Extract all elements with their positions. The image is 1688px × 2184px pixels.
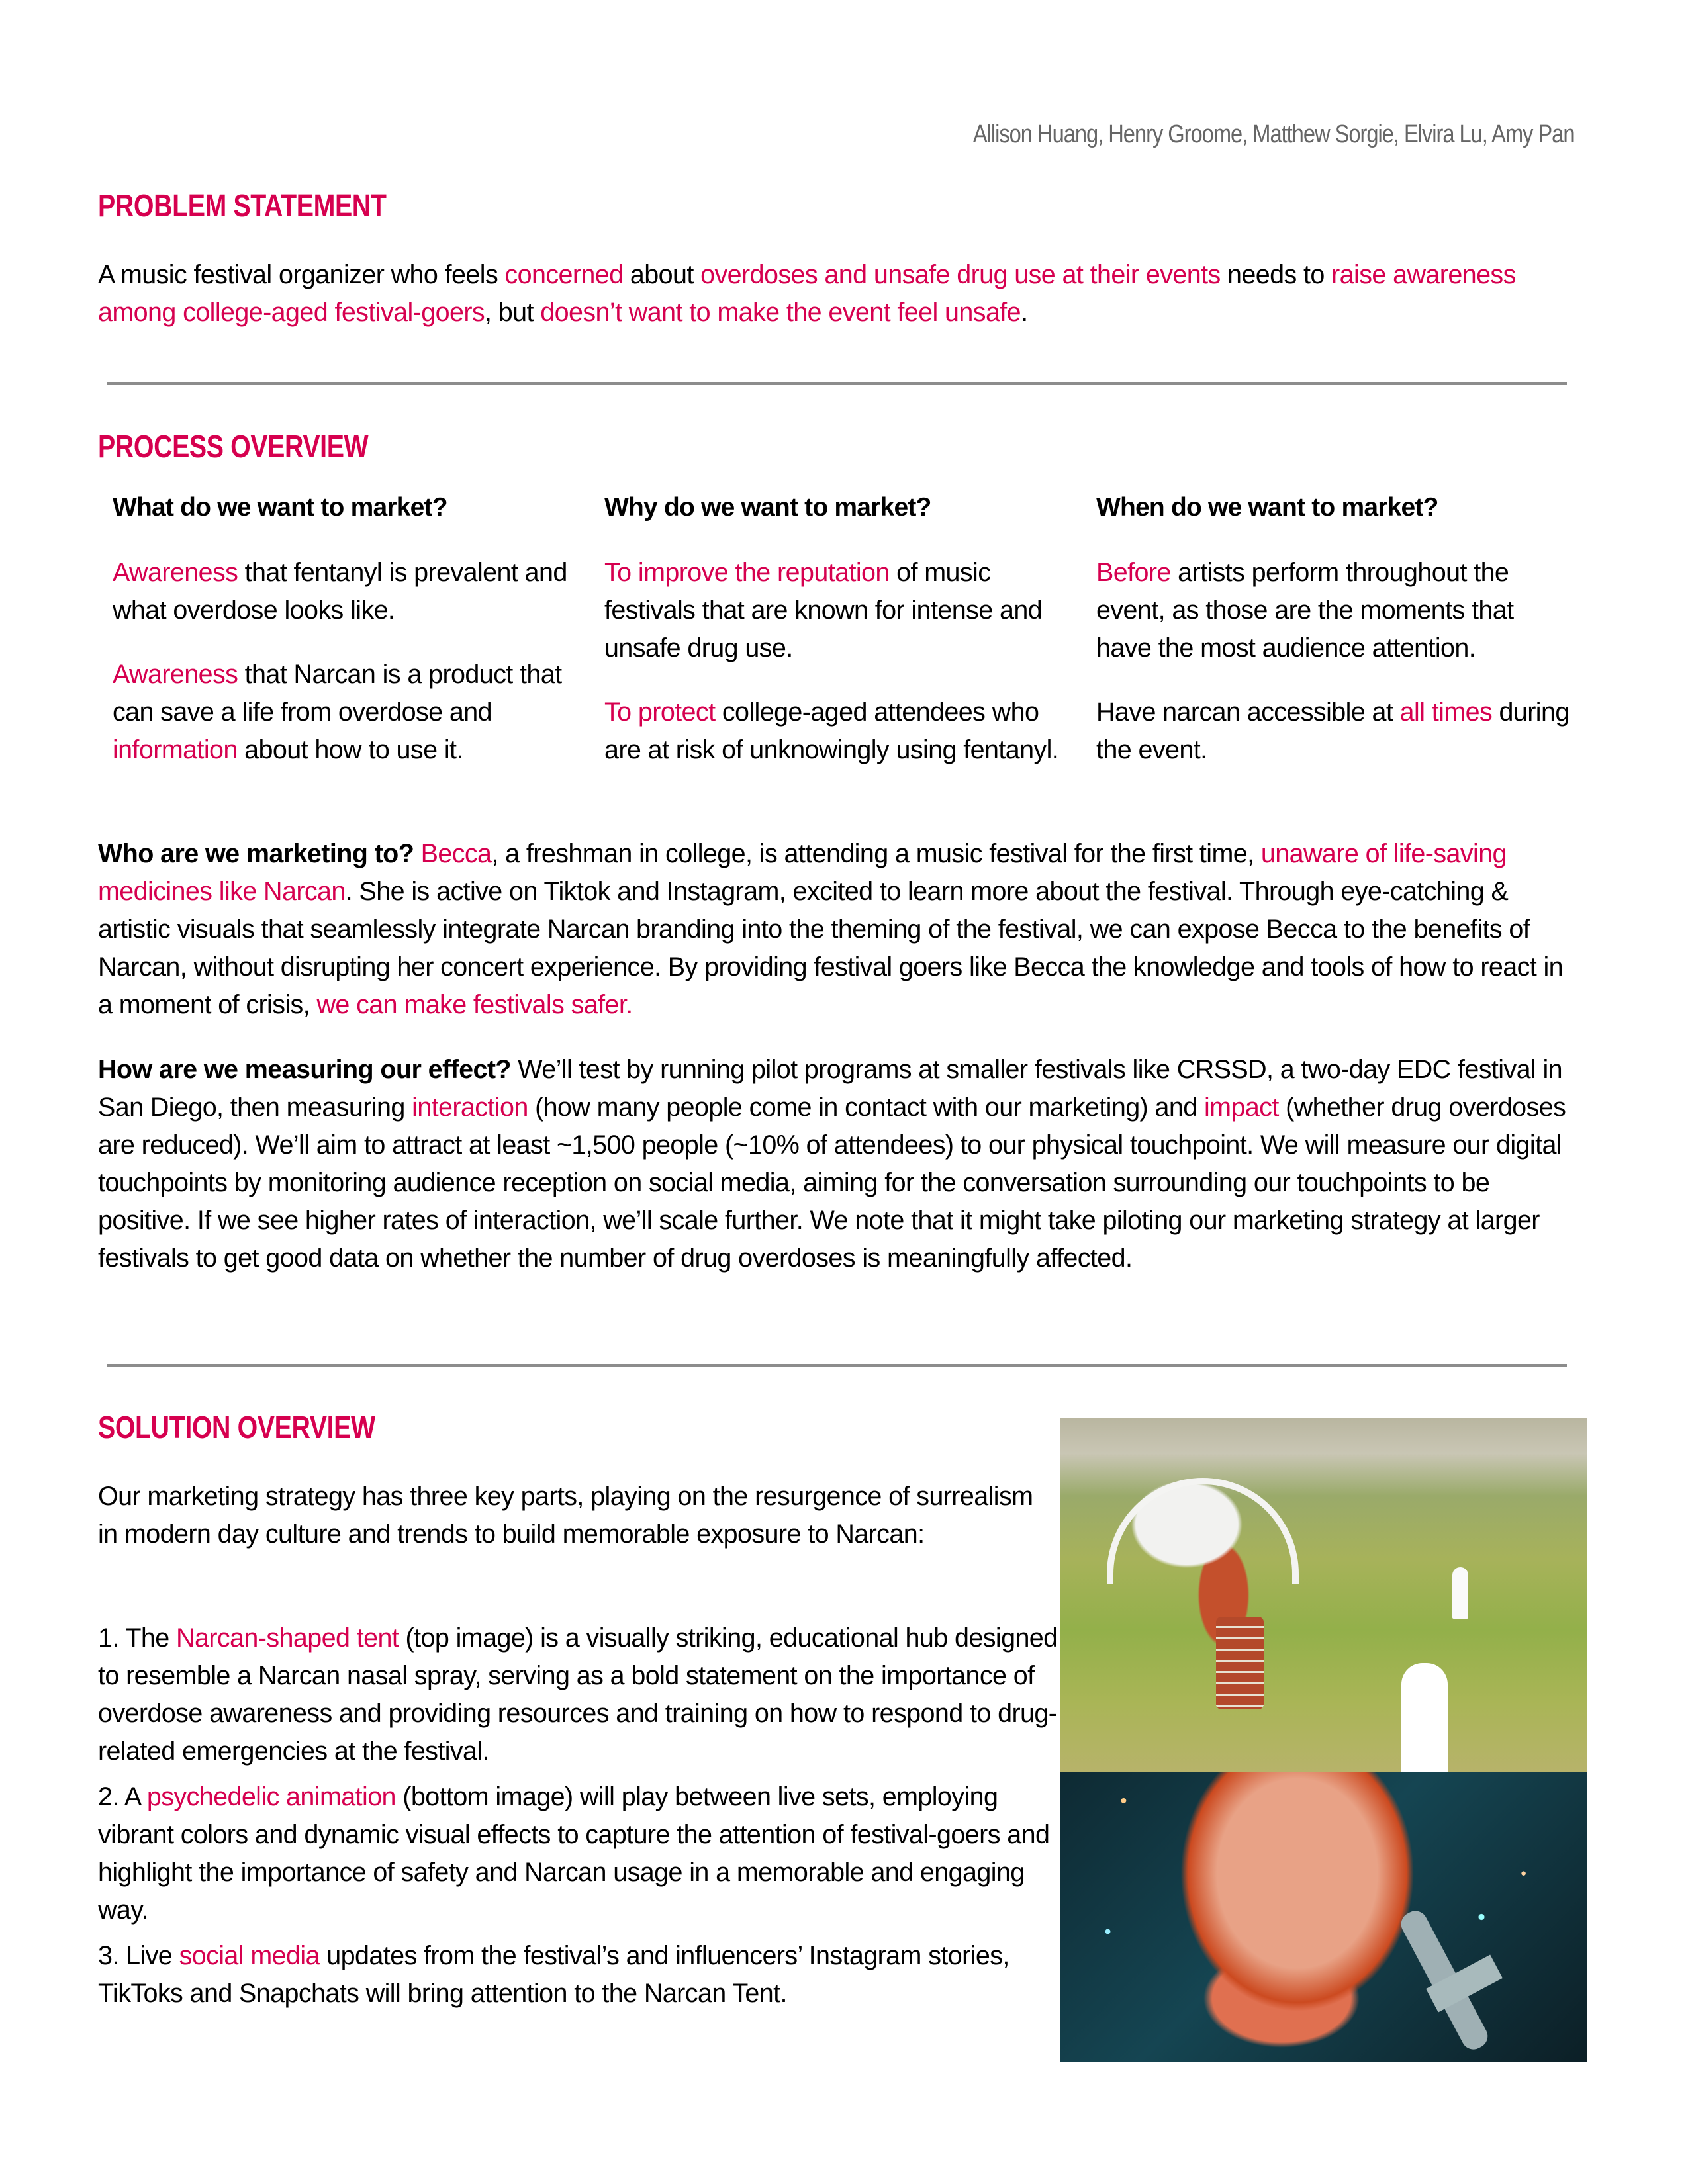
solution-item-3 (98, 1937, 1058, 2013)
highlighted-text: information (113, 735, 238, 764)
how-label: How are we measuring our effect? (98, 1055, 511, 1084)
how-paragraph (98, 1051, 1581, 1277)
highlighted-text: social media (179, 1941, 320, 1970)
body-text: during the event. (1096, 698, 1570, 764)
highlighted-text: interaction (412, 1093, 528, 1122)
highlighted-text: Awareness (113, 660, 238, 689)
how-text (98, 1055, 1566, 1273)
tower-shape (1216, 1617, 1264, 1709)
column-heading: When do we want to market? (1096, 493, 1438, 522)
body-text: . She is active on Tiktok and Instagram, excited to learn more about the festival. Through eye-catching & artistic visuals that seamlessly integrate Narcan branding into the theming of the festival, we can expose Becca to the benefits of Narcan, without disrupting her concert experience. By providing festival goers like Becca the knowledge and tools of how to react in a moment of crisis, (98, 877, 1564, 1019)
body-text: 2. A (98, 1782, 147, 1811)
body-text: We’ll test by running pilot programs at smaller festivals like CRSSD, a two-day EDC festival in San Diego, then measuring (98, 1055, 1563, 1122)
who-label: Who are we marketing to? (98, 839, 414, 868)
body-text: needs to (1220, 260, 1332, 289)
body-text: updates from the festival’s and influencers’ Instagram stories, TikToks and Snapchats will bring attention to the Narcan Tent. (98, 1941, 1009, 2008)
highlighted-text: To protect (604, 698, 716, 727)
solution-list (98, 1619, 1058, 2013)
process-overview-title: PROCESS OVERVIEW (98, 430, 369, 465)
festival-tent-image (1060, 1418, 1587, 1772)
body-text: (how many people come in contact with our marketing) and (528, 1093, 1204, 1122)
highlighted-text: Before (1096, 558, 1171, 587)
problem-statement-text (98, 256, 1581, 332)
stage-dome-shape (1107, 1478, 1299, 1584)
column-paragraph (604, 694, 1068, 769)
highlighted-text: doesn’t want to make the event feel unsafe (540, 298, 1021, 327)
body-text: artists perform throughout the event, as those are the moments that have the most audience attention. (1096, 558, 1514, 662)
divider-2 (107, 1364, 1567, 1367)
column-paragraph (1096, 694, 1573, 769)
column-heading: Why do we want to market? (604, 493, 931, 522)
body-text: 3. Live (98, 1941, 179, 1970)
body-text: , but (485, 298, 541, 327)
column-paragraph (113, 554, 576, 629)
body-text: 1. The (98, 1623, 177, 1653)
body-text (414, 839, 420, 868)
process-column-what (113, 488, 576, 796)
body-text: of music festivals that are known for intense and unsafe drug use. (604, 558, 1043, 662)
body-text: (top image) is a visually striking, educational hub designed to resemble a Narcan nasal spray, serving as a bold statement on the importance of overdose awareness and providing resources and training on how to respond to drug-related emergencies at the festival. (98, 1623, 1058, 1766)
narcan-tent-small-shape (1452, 1567, 1468, 1619)
problem-statement-title: PROBLEM STATEMENT (98, 189, 387, 224)
highlighted-text: Becca (420, 839, 492, 868)
body-text: that Narcan is a product that can save a life from overdose and (113, 660, 562, 727)
highlighted-text: unaware of life-saving medicines like Narcan (98, 839, 1507, 906)
body-text: (bottom image) will play between live sets, employing vibrant colors and dynamic visual effects to capture the attention of festival-goers and highlight the importance of safety and Narcan usage in a memorable and engaging way. (98, 1782, 1050, 1925)
body-text: (whether drug overdoses are reduced). We’ll aim to attract at least ~1,500 people (~10% of attendees) to our physical touchpoint. We will measure our digital touchpoints by monitoring audience reception on social media, aiming for the conversation surrounding our touchpoints to be positive. If we see higher rates of interaction, we’ll scale further. We note that it might take piloting our marketing strategy at larger festivals to get good data on whether the number of drug overdoses is meaningfully affected. (98, 1093, 1566, 1273)
highlighted-text: psychedelic animation (146, 1782, 396, 1811)
highlighted-text: overdoses and unsafe drug use at their events (700, 260, 1221, 289)
highlighted-text: Narcan-shaped tent (176, 1623, 399, 1653)
highlighted-text: To improve the reputation (604, 558, 890, 587)
authors-line: Allison Huang, Henry Groome, Matthew Sorgie, Elvira Lu, Amy Pan (972, 120, 1574, 148)
body-text: college-aged attendees who are at risk of unknowingly using fentanyl. (604, 698, 1059, 764)
body-text: Have narcan accessible at (1096, 698, 1400, 727)
highlighted-text: we can make festivals safer. (316, 990, 633, 1019)
divider-1 (107, 382, 1567, 385)
process-column-when (1096, 488, 1573, 796)
solution-item-2 (98, 1778, 1058, 1929)
column-paragraph (1096, 554, 1573, 667)
highlighted-text: concerned (504, 260, 624, 289)
solution-overview-title: SOLUTION OVERVIEW (98, 1410, 375, 1445)
process-column-why (604, 488, 1068, 796)
solution-item-1 (98, 1619, 1058, 1770)
psychedelic-animation-image (1060, 1772, 1587, 2062)
body-text: that fentanyl is prevalent and what overdose looks like. (113, 558, 567, 625)
body-text: about (623, 260, 701, 289)
who-paragraph (98, 835, 1581, 1024)
solution-intro: Our marketing strategy has three key parts, playing on the resurgence of surrealism in modern day culture and trends to build memorable exposure to Narcan: (98, 1482, 1033, 1549)
narcan-tent-large-shape (1401, 1663, 1448, 1772)
highlighted-text: Awareness (113, 558, 238, 587)
body-text: about how to use it. (237, 735, 463, 764)
column-paragraph (604, 554, 1068, 667)
column-heading: What do we want to market? (113, 493, 447, 522)
highlighted-text: all times (1399, 698, 1493, 727)
column-paragraph (113, 656, 576, 769)
highlighted-text: raise awareness among college-aged festival-goers (98, 260, 1516, 327)
highlighted-text: impact (1203, 1093, 1279, 1122)
body-text: . (1021, 298, 1028, 327)
body-text: A music festival organizer who feels (98, 260, 505, 289)
body-text: , a freshman in college, is attending a music festival for the first time, (491, 839, 1261, 868)
